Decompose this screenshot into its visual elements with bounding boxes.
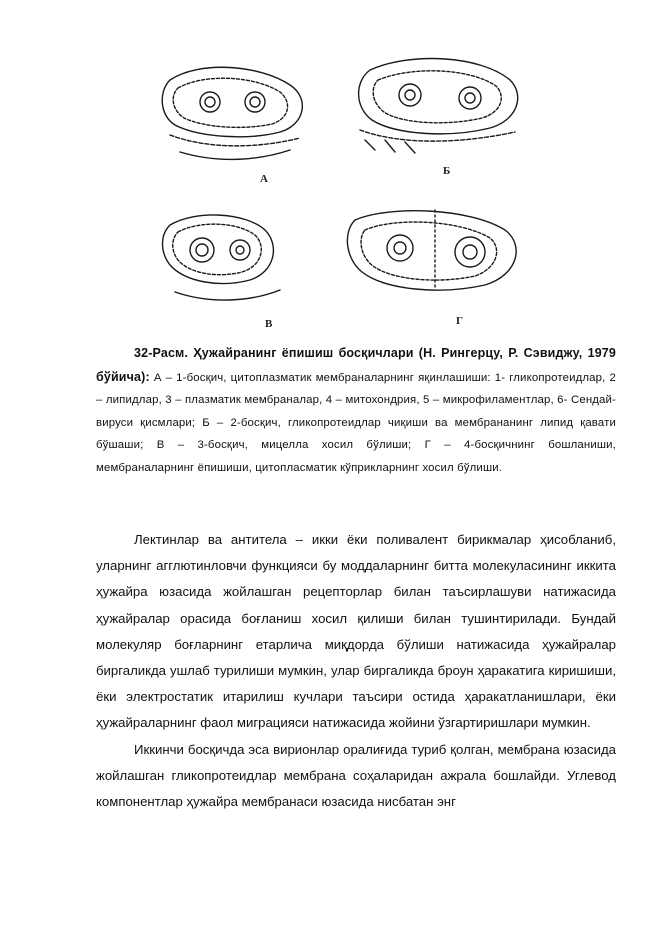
caption-body: А – 1-босқич, цитоплазматик мембраналарнинг яқинлашиши: 1- гликопротеидлар, 2 – липидлар, 3 – плазматик мембраналар, 4 – митохондрия, 5 – микрофиламентлар, 6- Сендай-вируси қисмлари; Б – 2-босқич, гликопротеидлар чиқиши ва мембрананинг липид қавати бўшаши; В – 3-босқич, мицелла хосил бўлиши; Г – 4-босқичнинг бошланиши, мембраналарнинг ёпишиши, цитоплаcматик кўприкларнинг хосил бўлиши. [96,371,616,474]
panel-b-drawing [359,59,518,153]
panel-v-drawing [163,215,281,300]
paragraph-2: Иккинчи босқичда эса вирионлар оралиғида туриб қолган, мембрана юзасида жойлашган гликопротеидлар мембрана соҳаларидан ажрала бошлайди. Углевод компонентлар ҳужайра мембранаси юзасида нисбатан энг [96,741,616,810]
panel-g-label: Г [456,315,463,327]
cell-fusion-figure [140,40,540,340]
panel-v-label: В [265,318,273,330]
panel-a-label: А [260,173,268,185]
caption-title: 32-Расм. Ҳужайранинг ёпишиш босқичлари (Н. Рингерцу, Р. Сэвиджу, 1979 бўйича): [96,346,616,384]
fusion-stages-illustration [140,40,540,340]
panel-a-drawing [162,67,302,159]
panel-g-drawing [347,210,516,290]
body-text [96,527,616,815]
figure-caption [96,342,616,480]
paragraph-1: Лектинлар ва антитела – икки ёки поливалент бирикмалар ҳисобланиб, уларнинг агглютинловчи функцияси бу моддаларнинг битта молекуласининг иккита ҳужайра юзасида жойлашган рецепторлар билан таъсирлашуви натижасида ҳужайралар орасида боғланиш хосил қилиши билан тушинтирилади. Бундай молекуляр боғларнинг етарлича миқдорда бўлиши натижасида ҳужайралар биргаликда ушлаб турилиши мумкин, улар биргаликда броун ҳаракатига киришиши, ёки электростатик итарилиш кучлари таъсири остида ҳаракатланишлари, ёки ҳужайраларнинг фаол миграцияси натижасида жойини ўзгартиришлари мумкин. [96,532,616,731]
panel-b-label: Б [443,165,451,177]
